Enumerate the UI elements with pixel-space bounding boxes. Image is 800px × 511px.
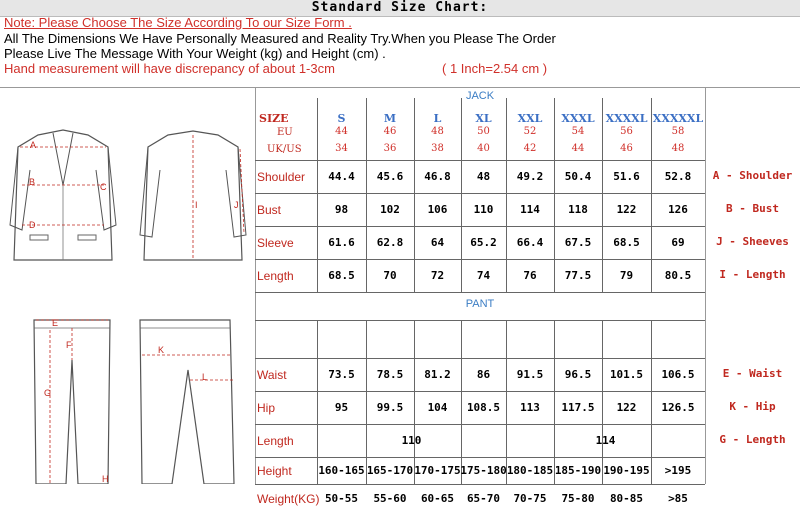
jacket-sleeve-value: 69 xyxy=(671,236,685,249)
jacket-length-value: 70 xyxy=(383,269,397,282)
pant-hip-value: 126.5 xyxy=(661,401,695,414)
grid-line xyxy=(255,292,705,293)
size-l: L xyxy=(433,112,442,125)
jacket-bust-value: 122 xyxy=(616,203,637,216)
pant-waist-value: 86 xyxy=(476,368,491,381)
pant-height-value: 160-165 xyxy=(318,464,365,477)
grid-line xyxy=(255,484,705,485)
pant-height-value: 175-180 xyxy=(460,464,507,477)
pant-waist-value: 73.5 xyxy=(328,368,355,381)
jacket-shoulder-value: 50.4 xyxy=(564,170,592,183)
jacket-length-value: 76 xyxy=(523,269,537,282)
ukus-label: UK/US xyxy=(267,144,302,155)
jacket-bust-value: 102 xyxy=(380,203,400,216)
jacket-sleeve-value: 65.2 xyxy=(470,236,497,249)
ukus-size: 44 xyxy=(571,143,585,154)
jacket-sleeve-value: 67.5 xyxy=(564,236,592,249)
jacket-shoulder-label: Shoulder xyxy=(257,169,306,184)
size-chart-grid xyxy=(255,88,705,506)
pant-height-value: 185-190 xyxy=(554,464,602,477)
jacket-front-illustration xyxy=(8,125,118,275)
jacket-length-value: 68.5 xyxy=(328,269,355,282)
jacket-shoulder-value: 44.4 xyxy=(328,170,355,183)
label-i: I xyxy=(195,200,198,210)
pant-weight-label: Weight(KG) xyxy=(257,491,320,506)
pant-back-illustration xyxy=(134,315,244,484)
label-l: L xyxy=(202,372,208,382)
eu-size: 58 xyxy=(671,126,685,137)
label-k: K xyxy=(158,345,165,355)
eu-size: 52 xyxy=(523,126,537,137)
pant-weight-value: 60-65 xyxy=(420,492,455,505)
pant-weight-value: 50-55 xyxy=(324,492,359,505)
pant-weight-value: >85 xyxy=(668,492,688,505)
jacket-section-title: JACK xyxy=(465,90,495,102)
pant-weight-value: 75-80 xyxy=(561,492,595,505)
pant-section-title: PANT xyxy=(465,298,495,310)
ukus-size: 36 xyxy=(383,143,397,154)
pant-hip-value: 122 xyxy=(616,401,637,414)
pant-length-left: 110 xyxy=(401,434,422,447)
jacket-length-value: 77.5 xyxy=(564,269,592,282)
label-a: A xyxy=(30,140,37,150)
legend-note-4: E - Waist xyxy=(722,367,783,380)
jacket-shoulder-value: 49.2 xyxy=(516,170,544,183)
jacket-shoulder-value: 45.6 xyxy=(376,170,404,183)
size-xxxl: XXXL xyxy=(561,112,595,125)
pant-height-label: Height xyxy=(257,463,292,478)
pant-hip-value: 117.5 xyxy=(561,401,595,414)
label-d: D xyxy=(29,220,36,230)
pant-height-value: 190-195 xyxy=(603,464,650,477)
legend-note-1: B - Bust xyxy=(726,202,779,215)
size-xl: XL xyxy=(475,112,492,125)
discrepancy-note: Hand measurement will have discrepancy of about 1-3cm xyxy=(4,61,335,76)
size-xxxxxl: XXXXXL xyxy=(652,112,704,125)
jacket-sleeve-value: 66.4 xyxy=(516,236,544,249)
jacket-length-label: Length xyxy=(257,268,294,283)
pant-height-value: >195 xyxy=(664,464,692,477)
pant-height-value: 180-185 xyxy=(506,464,554,477)
ukus-size: 38 xyxy=(431,143,444,154)
pant-length-right: 114 xyxy=(595,434,616,447)
jacket-length-value: 79 xyxy=(619,269,634,282)
pant-length-label: Length xyxy=(257,433,294,448)
pant-hip-label: Hip xyxy=(257,400,276,415)
inch-conversion: ( 1 Inch=2.54 cm ) xyxy=(442,61,548,76)
legend-note-5: K - Hip xyxy=(729,400,776,413)
jacket-sleeve-label: Sleeve xyxy=(257,235,294,250)
legend-note-6: G - Length xyxy=(719,433,786,446)
pant-hip-value: 99.5 xyxy=(376,401,404,414)
ukus-size: 42 xyxy=(523,143,537,154)
label-j: J xyxy=(234,200,239,210)
eu-size: 50 xyxy=(477,126,490,137)
jacket-sleeve-value: 62.8 xyxy=(376,236,404,249)
label-g: G xyxy=(44,388,52,398)
jacket-bust-value: 106 xyxy=(427,203,448,216)
chart-title: Standard Size Chart: xyxy=(0,0,800,17)
eu-size: 44 xyxy=(335,126,348,137)
label-f: F xyxy=(66,340,72,350)
size-xxl: XXL xyxy=(517,112,543,125)
ukus-size: 48 xyxy=(671,143,685,154)
dimension-note: All The Dimensions We Have Personally Measured and Reality Try.When you Please The Order xyxy=(4,31,556,46)
eu-size: 56 xyxy=(620,126,633,137)
pant-waist-value: 96.5 xyxy=(564,368,592,381)
pant-weight-value: 80-85 xyxy=(609,492,644,505)
pant-waist-value: 106.5 xyxy=(661,368,695,381)
pant-hip-value: 108.5 xyxy=(466,401,501,414)
ukus-size: 46 xyxy=(620,143,633,154)
grid-line xyxy=(255,320,705,321)
label-h: H xyxy=(102,474,109,484)
grid-right-border xyxy=(705,88,706,484)
label-e: E xyxy=(52,318,59,328)
jacket-sleeve-value: 68.5 xyxy=(613,236,640,249)
jacket-bust-value: 98 xyxy=(334,203,349,216)
jacket-shoulder-value: 46.8 xyxy=(424,170,451,183)
jacket-bust-label: Bust xyxy=(257,202,282,217)
jacket-sleeve-value: 64 xyxy=(430,236,445,249)
pant-weight-value: 55-60 xyxy=(373,492,407,505)
pant-hip-value: 113 xyxy=(520,401,540,414)
jacket-length-value: 72 xyxy=(430,269,445,282)
jacket-bust-value: 114 xyxy=(520,203,540,216)
jacket-sleeve-value: 61.6 xyxy=(328,236,355,249)
pant-waist-value: 101.5 xyxy=(609,368,644,381)
pant-weight-value: 70-75 xyxy=(513,492,547,505)
jacket-shoulder-value: 48 xyxy=(476,170,491,183)
ukus-size: 34 xyxy=(335,143,348,154)
message-note: Please Live The Message With Your Weight (kg) and Height (cm) . xyxy=(4,46,386,61)
eu-size: 48 xyxy=(431,126,444,137)
jacket-shoulder-value: 52.8 xyxy=(664,170,692,183)
label-c: C xyxy=(100,182,107,192)
pant-waist-value: 91.5 xyxy=(516,368,544,381)
pant-hip-value: 95 xyxy=(334,401,349,414)
eu-label: EU xyxy=(277,127,293,138)
pant-waist-value: 81.2 xyxy=(424,368,451,381)
legend-note-0: A - Shoulder xyxy=(712,169,793,182)
jacket-bust-value: 126 xyxy=(668,203,688,216)
pant-weight-value: 65-70 xyxy=(466,492,501,505)
pant-waist-label: Waist xyxy=(257,367,287,382)
size-xxxxl: XXXXL xyxy=(605,112,648,125)
jacket-bust-value: 118 xyxy=(568,203,588,216)
legend-note-2: J - Sheeves xyxy=(716,235,789,248)
jacket-bust-value: 110 xyxy=(473,203,494,216)
legend-note-3: I - Length xyxy=(719,268,786,281)
eu-size: 54 xyxy=(571,126,585,137)
eu-size: 46 xyxy=(383,126,397,137)
jacket-length-value: 80.5 xyxy=(664,269,692,282)
ukus-size: 40 xyxy=(477,143,490,154)
pant-height-value: 170-175 xyxy=(414,464,461,477)
pant-hip-value: 104 xyxy=(427,401,448,414)
size-m: M xyxy=(383,112,397,125)
jacket-back-illustration xyxy=(138,125,248,275)
pant-waist-value: 78.5 xyxy=(376,368,404,381)
size-s: S xyxy=(337,112,346,125)
pant-height-value: 165-170 xyxy=(366,464,414,477)
jacket-length-value: 74 xyxy=(476,269,491,282)
size-header-label: SIZE xyxy=(259,112,289,125)
jacket-shoulder-value: 51.6 xyxy=(613,170,640,183)
size-note: Note: Please Choose The Size According To our Size Form . xyxy=(4,15,352,30)
label-b: B xyxy=(29,177,36,187)
